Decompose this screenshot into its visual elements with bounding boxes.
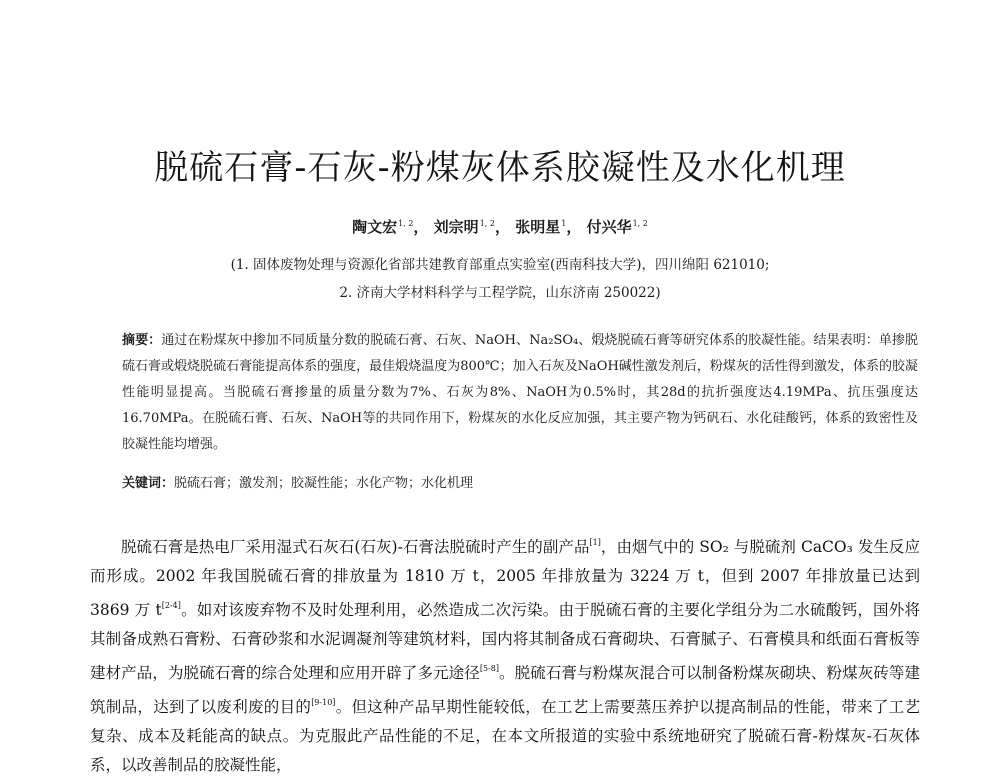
citation-ref: [2-4]	[161, 601, 181, 610]
author-separator: ，	[494, 218, 510, 236]
author-affiliation-mark: 1, 2	[479, 219, 495, 228]
citation-ref: [1]	[589, 538, 601, 547]
author-affiliation-mark: 1	[561, 219, 567, 228]
author-separator: ，	[566, 218, 582, 236]
body-text: 脱硫石膏是热电厂采用湿式石灰石(石灰)-石膏法脱硫时产生的副产品	[121, 538, 590, 556]
abstract-label: 摘要：	[122, 333, 162, 348]
keywords-text: 脱硫石膏；激发剂；胶凝性能；水化产物；水化机理	[174, 476, 474, 491]
author-list	[0, 216, 1000, 237]
author-separator: ，	[413, 218, 429, 236]
author-name: 付兴华	[586, 218, 632, 236]
author-affiliation-mark: 1, 2	[632, 219, 648, 228]
citation-ref: [5-8]	[479, 664, 499, 673]
body-text: 。但这种产品早期性能较低，在工艺上需要蒸压养护以提高制品的性能，带来了工艺复杂、成本及耗能高的缺点。为克服此产品性能的不足，在本文所报道的实验中系统地研究了脱硫石膏-粉煤灰-石灰体系，以改善制品的胶凝性能，	[90, 698, 920, 774]
keywords	[122, 472, 918, 491]
affiliation-1: (1. 固体废物处理与资源化省部共建教育部重点实验室(西南科技大学)，四川绵阳 621010;	[230, 257, 770, 273]
body-text: 。如对该废弃物不及时处理利用，必然造成二次污染。由于脱硫石膏的主要化学组分为二水硫酸钙，国外将其制备成熟石膏粉、石膏砂浆和水泥调凝剂等建筑材料，国内将其制备成石膏砌块、石膏腻子、石膏模具和纸面石膏板等建材产品，为脱硫石膏的综合处理和应用开辟了多元途径	[90, 601, 920, 682]
affiliation-2: 2. 济南大学材料科学与工程学院，山东济南 250022)	[339, 285, 661, 301]
citation-ref: [9-10]	[311, 698, 336, 707]
body-paragraph	[90, 528, 920, 780]
author-name: 张明星	[515, 218, 561, 236]
author-name: 刘宗明	[433, 218, 479, 236]
body-text: 。脱硫石膏与粉煤灰混合可以制备粉煤灰砌块、粉煤灰砖等建筑制品，达到了以废利废的目的	[90, 664, 920, 716]
paper-title: 脱硫石膏-石灰-粉煤灰体系胶凝性及水化机理	[154, 148, 846, 188]
keywords-label: 关键词：	[122, 476, 175, 491]
author-affiliation-mark: 1, 2	[398, 219, 414, 228]
abstract-text: 通过在粉煤灰中掺加不同质量分数的脱硫石膏、石灰、NaOH、Na₂SO₄、煅烧脱硫石膏等研究体系的胶凝性能。结果表明：单掺脱硫石膏或煅烧脱硫石膏能提高体系的强度，最佳煅烧温度为800℃；加入石灰及NaOH碱性激发剂后，粉煤灰的活性得到激发，体系的胶凝性能明显提高。当脱硫石膏掺量的质量分数为7%、石灰为8%、NaOH为0.5%时，其28d的抗折强度达4.19MPa、抗压强度达16.70MPa。在脱硫石膏、石灰、NaOH等的共同作用下，粉煤灰的水化反应加强，其主要产物为钙矾石、水化硅酸钙，体系的致密性及胶凝性能均增强。	[122, 333, 918, 452]
abstract	[122, 328, 918, 458]
body-text: ，由烟气中的 SO₂ 与脱硫剂 CaCO₃ 发生反应而形成。2002 年我国脱硫石膏的排放量为 1810 万 t，2005 年排放量为 3224 万 t，但到 2007 年排放量已达到 3869 万 t	[90, 538, 920, 619]
author-name: 陶文宏	[352, 218, 398, 236]
